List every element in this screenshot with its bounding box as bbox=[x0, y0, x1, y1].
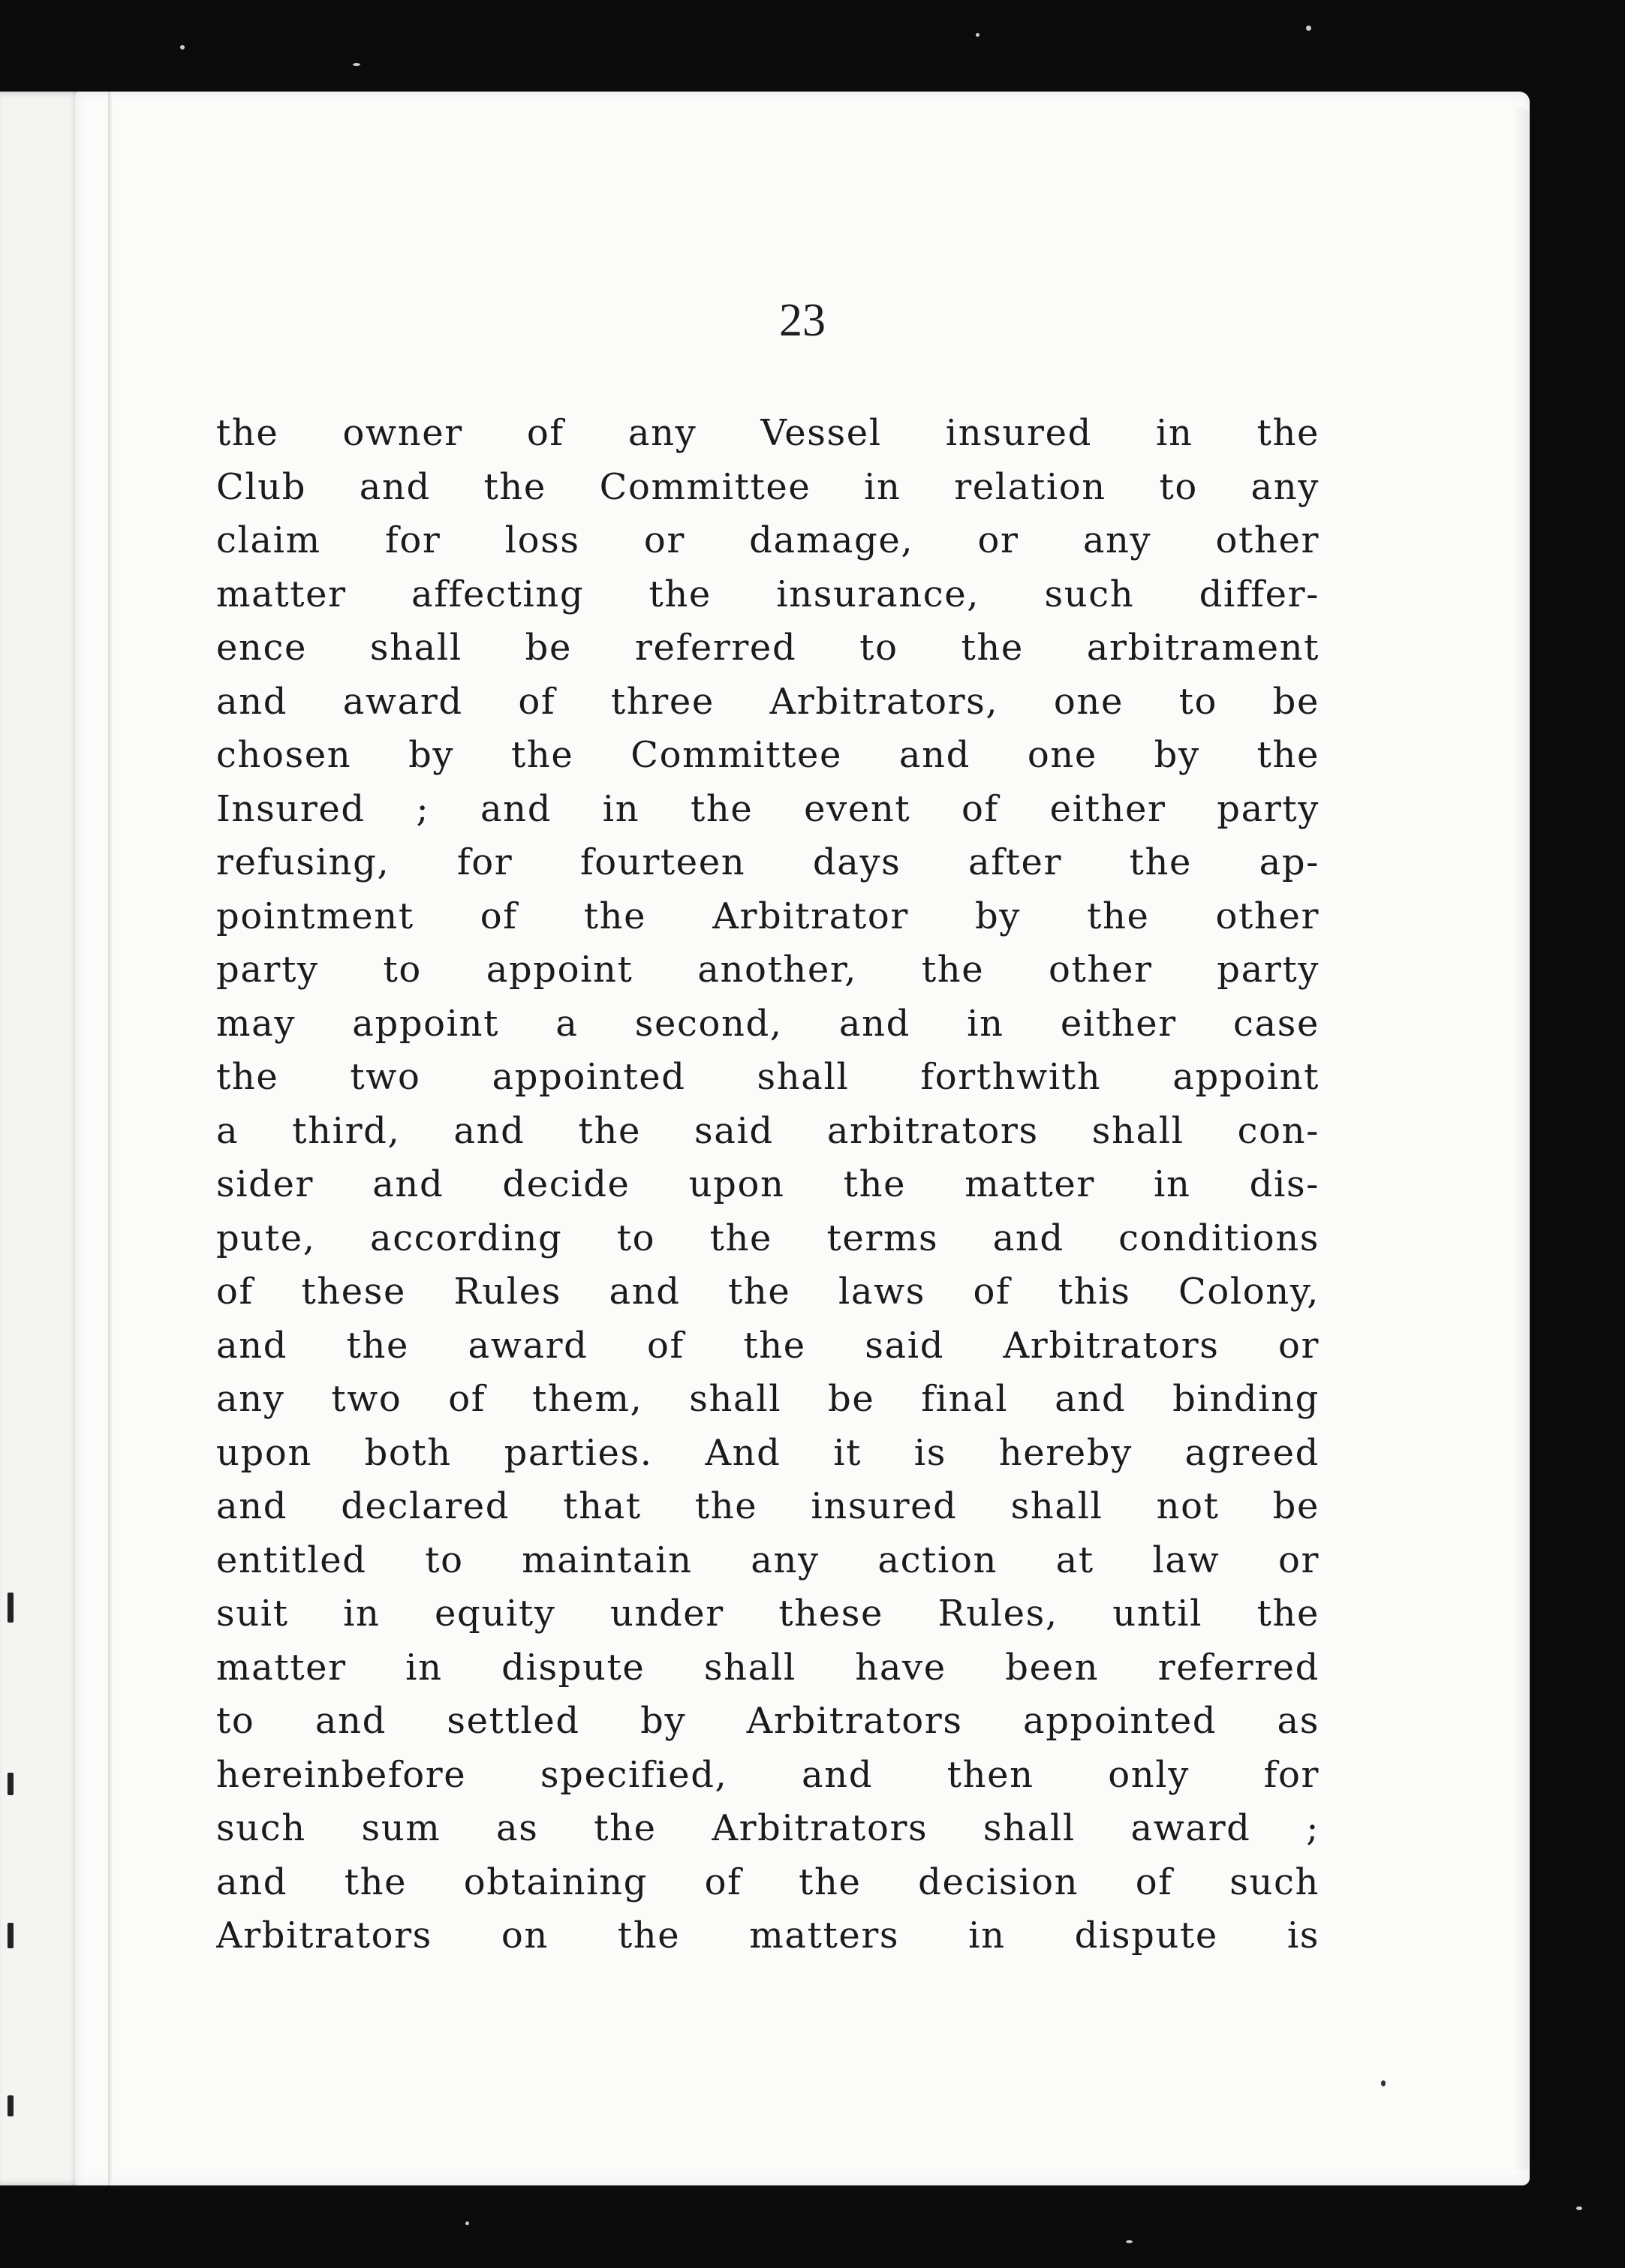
text-line: sider and decide upon the matter in dis- bbox=[216, 1163, 1320, 1205]
text-line: pute, according to the terms and conditions bbox=[216, 1217, 1320, 1259]
dust-speck bbox=[1576, 2206, 1582, 2210]
text-line: may appoint a second, and in either case bbox=[216, 1002, 1320, 1045]
text-line: a third, and the said arbitrators shall con- bbox=[216, 1109, 1320, 1152]
text-line: refusing, for fourteen days after the ap- bbox=[216, 841, 1320, 883]
facing-page-mark bbox=[8, 1593, 14, 1623]
text-line: Arbitrators on the matters in dispute is bbox=[216, 1915, 1320, 1957]
text-line: such sum as the Arbitrators shall award ; bbox=[216, 1807, 1320, 1849]
dust-speck bbox=[465, 2221, 469, 2225]
text-line: matter affecting the insurance, such differ- bbox=[216, 573, 1320, 615]
text-line: chosen by the Committee and one by the bbox=[216, 734, 1320, 776]
text-line: Insured ; and in the event of either party bbox=[216, 787, 1320, 830]
text-line: to and settled by Arbitrators appointed as bbox=[216, 1700, 1320, 1742]
text-line: and the award of the said Arbitrators or bbox=[216, 1324, 1320, 1367]
paper-speck bbox=[1381, 2080, 1386, 2086]
dust-speck bbox=[1306, 26, 1311, 31]
dust-speck bbox=[180, 45, 185, 50]
text-line: and declared that the insured shall not be bbox=[216, 1485, 1320, 1527]
text-line: hereinbefore specified, and then only for bbox=[216, 1753, 1320, 1796]
text-line: the owner of any Vessel insured in the bbox=[216, 412, 1320, 454]
text-line: of these Rules and the laws of this Colony, bbox=[216, 1271, 1320, 1313]
facing-page-edge bbox=[0, 92, 81, 2185]
facing-page-mark bbox=[8, 1773, 14, 1795]
text-line: party to appoint another, the other party bbox=[216, 949, 1320, 991]
body-text bbox=[216, 407, 1320, 1963]
text-line: pointment of the Arbitrator by the other bbox=[216, 895, 1320, 937]
text-line: ence shall be referred to the arbitrament bbox=[216, 627, 1320, 669]
text-line: entitled to maintain any action at law or bbox=[216, 1539, 1320, 1581]
page-gutter bbox=[108, 92, 113, 2185]
dust-speck bbox=[353, 63, 360, 66]
text-line: any two of them, shall be final and binding bbox=[216, 1378, 1320, 1420]
facing-page-mark bbox=[8, 2095, 14, 2116]
text-line: matter in dispute shall have been referred bbox=[216, 1646, 1320, 1689]
book-page bbox=[75, 92, 1530, 2185]
page-number: 23 bbox=[779, 295, 826, 346]
text-line: upon both parties. And it is hereby agreed bbox=[216, 1431, 1320, 1474]
text-line: claim for loss or damage, or any other bbox=[216, 519, 1320, 561]
dust-speck bbox=[976, 33, 980, 37]
text-line: Club and the Committee in relation to any bbox=[216, 465, 1320, 508]
facing-page-mark bbox=[8, 1923, 14, 1948]
text-line: suit in equity under these Rules, until the bbox=[216, 1593, 1320, 1635]
text-line: the two appointed shall forthwith appoint bbox=[216, 1056, 1320, 1098]
text-line: and the obtaining of the decision of such bbox=[216, 1860, 1320, 1903]
dust-speck bbox=[1126, 2240, 1133, 2243]
text-line: and award of three Arbitrators, one to be bbox=[216, 680, 1320, 723]
